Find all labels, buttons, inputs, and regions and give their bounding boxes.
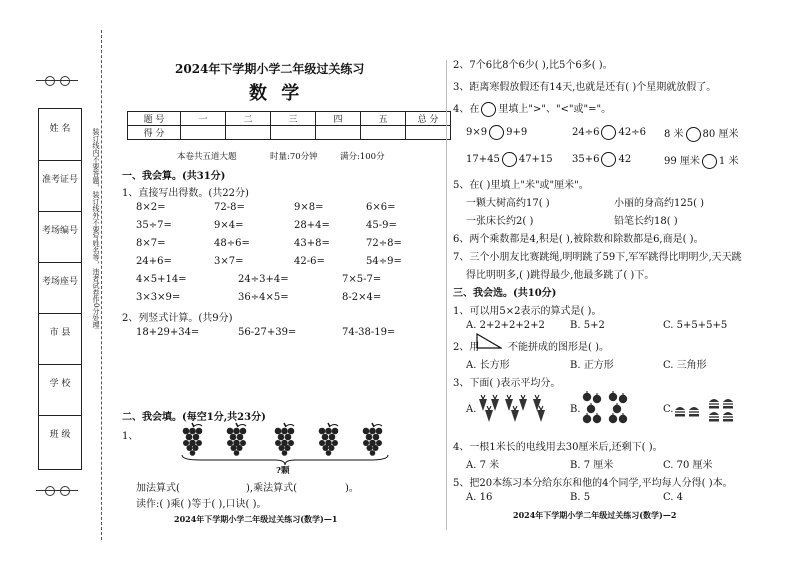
- math-item: 4×5+14=: [136, 274, 187, 285]
- exam-info: 本卷共五道大题: [177, 152, 237, 162]
- choice-option[interactable]: A. 16: [466, 492, 493, 503]
- fill-line-text: 读作:( )乘( )等于( ),口诀( )。: [136, 499, 267, 510]
- apples-group: [582, 390, 630, 424]
- grape-bunch-icon: [363, 423, 383, 456]
- compare-circle[interactable]: [502, 152, 517, 167]
- binding-ring-icon: [45, 76, 55, 86]
- carrot-icon: [519, 395, 527, 411]
- question-number: 1、: [122, 431, 139, 442]
- apple-icon: [613, 403, 621, 413]
- binding-line: [36, 80, 78, 81]
- info-label-name: 姓 名: [49, 124, 71, 134]
- grape-bunch-icon: [319, 423, 339, 456]
- info-label-seat-no: 考场座号: [41, 277, 78, 287]
- grape-bunch-icon: [275, 423, 295, 456]
- choice-option[interactable]: A. 2+2+2+2+2: [466, 320, 545, 331]
- question-text: 一张床长约2( ): [466, 216, 534, 227]
- section-title: 一、我会算。(共31分): [122, 171, 226, 182]
- binding-ring-icon: [45, 486, 55, 496]
- page-footer: 2024年下学期小学二年级过关练习(数学)—1: [174, 514, 338, 524]
- subject-title: 数 学: [249, 83, 304, 104]
- binding-warning: 装订线内不要答题，装订线外不要写姓名等，违者试卷作0分处理: [92, 128, 100, 329]
- apple-icon: [593, 413, 601, 423]
- blank-circle-icon: [481, 102, 496, 117]
- score-cell: 四: [316, 112, 361, 126]
- math-item: 3×3×9=: [136, 292, 181, 303]
- compare-circle[interactable]: [489, 125, 504, 140]
- burger-icon: [723, 412, 733, 422]
- math-item: 45-9=: [366, 220, 397, 231]
- math-item: 8-2×4=: [342, 292, 382, 303]
- exam-title: 2024年下学期小学二年级过关练习: [175, 62, 365, 76]
- compare-item: 35+6 42: [572, 154, 632, 165]
- student-info-box: [38, 108, 82, 470]
- math-item: 24÷3+4=: [238, 274, 289, 285]
- math-item: 7×5-7=: [342, 274, 382, 285]
- info-row: [39, 211, 81, 263]
- score-table-header-row: [128, 112, 451, 126]
- score-table: [127, 111, 451, 140]
- math-item: 6×6=: [366, 202, 396, 213]
- question-text: 2、用: [453, 342, 480, 353]
- score-table-score-row: [128, 126, 451, 140]
- question-text: 1、可以用5×2表示的算式是( )。: [453, 306, 602, 317]
- score-cell: 二: [226, 112, 271, 126]
- page-footer: 2024年下学期小学二年级过关练习(数学)—2: [513, 510, 677, 520]
- question-text: 7、三个小朋友比赛跳绳,明明跳了59下,军军跳得比明明少,天天跳: [453, 252, 742, 263]
- question-text: [453, 100, 611, 117]
- info-row: [39, 415, 81, 467]
- question-text-part: 4、在: [453, 104, 480, 115]
- binding-dashed-line: [101, 30, 102, 540]
- burger-icon: [709, 412, 719, 422]
- question-text: 2、7个6比8个6少( ),比5个6多( )。: [453, 60, 613, 71]
- carrot-icon: [511, 406, 519, 422]
- math-item: 42-6=: [294, 256, 325, 267]
- apple-icon: [619, 393, 627, 403]
- question-text: 3、距离寒假放假还有14天,也就是还有( )个星期就放假了。: [453, 82, 717, 93]
- vertical-calc-item: 18+29+34=: [136, 327, 200, 338]
- apple-icon: [609, 391, 617, 401]
- math-item: 8×7=: [136, 238, 166, 249]
- score-cell[interactable]: [361, 126, 406, 140]
- carrots-group: [478, 393, 548, 423]
- choice-option[interactable]: C. 5+5+5+5: [663, 320, 728, 331]
- math-item: 43+8=: [294, 238, 330, 249]
- vertical-calc-item: 74-38-19=: [342, 327, 396, 338]
- question-text: 6、两个乘数都是4,积是( ),被除数和除数都是6,商是( )。: [453, 234, 704, 245]
- exam-time: 时量:70分钟: [270, 152, 318, 162]
- choice-option[interactable]: B.: [570, 404, 581, 415]
- info-row: [39, 160, 81, 212]
- score-cell: 三: [271, 112, 316, 126]
- fill-line-text: ),乘法算式(: [246, 483, 297, 494]
- question-text: 3、下面( )表示平均分。: [453, 378, 561, 389]
- burger-icon: [689, 407, 699, 417]
- score-cell[interactable]: [406, 126, 451, 140]
- choice-option[interactable]: C.: [663, 404, 674, 415]
- question-text: 铅笔长约18( ): [614, 216, 678, 227]
- math-item: 28+4=: [294, 220, 330, 231]
- math-item: 24+6=: [136, 256, 172, 267]
- choice-option[interactable]: C. 4: [663, 492, 684, 503]
- compare-item: 24÷6 42÷6: [572, 127, 646, 138]
- score-cell[interactable]: [181, 126, 226, 140]
- info-label-school: 学 校: [49, 379, 71, 389]
- grape-bunch-icon: [227, 423, 247, 456]
- fill-line-text: )。: [345, 483, 359, 494]
- math-item: 48÷6=: [214, 238, 250, 249]
- math-item: 8×2=: [136, 202, 166, 213]
- choice-option[interactable]: B. 7 厘米: [570, 460, 614, 471]
- info-label-class: 班 级: [49, 430, 71, 440]
- right-triangle-icon: [476, 333, 502, 349]
- compare-item: 8 米 80 厘米: [664, 129, 739, 140]
- question-text: 不能拼成的图形是( )。: [508, 342, 609, 353]
- choice-option[interactable]: A.: [466, 404, 477, 415]
- compare-item: 17+45 47+15: [466, 154, 553, 165]
- math-item: 72-8=: [214, 202, 245, 213]
- apple-icon: [593, 393, 601, 403]
- choice-option[interactable]: B. 5+2: [570, 320, 605, 331]
- info-row: [39, 109, 81, 161]
- score-cell[interactable]: [226, 126, 271, 140]
- carrot-icon: [537, 406, 545, 422]
- compare-circle[interactable]: [702, 154, 717, 169]
- compare-circle[interactable]: [601, 152, 616, 167]
- question-title: 2、列竖式计算。(共9分): [122, 313, 233, 324]
- exam-full-marks: 满分:100分: [340, 152, 385, 162]
- burger-icon: [675, 407, 685, 417]
- binding-line: [36, 490, 78, 491]
- choice-option[interactable]: A. 7 米: [466, 460, 500, 471]
- carrot-icon: [505, 395, 513, 411]
- binding-ring-icon: [60, 76, 70, 86]
- choice-option[interactable]: C. 三角形: [663, 360, 707, 371]
- compare-item: 99 厘米 1 米: [664, 156, 739, 167]
- burger-icon: [723, 399, 733, 409]
- question-text: 一颗大树高约17( ): [466, 198, 550, 209]
- score-cell: 题 号: [128, 112, 181, 126]
- info-label-room-no: 考场编号: [41, 226, 78, 236]
- question-text: 4、一根1米长的电线用去30厘米后,还剩下( )。: [453, 442, 663, 453]
- info-label-city: 市 县: [49, 328, 71, 338]
- burger-icon: [709, 399, 719, 409]
- score-cell: 得 分: [128, 126, 181, 140]
- grape-bunch-icon: [183, 423, 203, 456]
- apple-icon: [609, 413, 617, 423]
- question-title: 1、直接写出得数。(共22分): [122, 188, 249, 199]
- math-item: 9×8=: [294, 202, 324, 213]
- question-text: 得比明明多,( )跳得最少,他最多跳了( )下。: [466, 270, 655, 281]
- choice-option[interactable]: B. 正方形: [570, 360, 614, 371]
- apple-icon: [587, 403, 595, 413]
- binding-ring-icon: [60, 486, 70, 496]
- apple-icon: [583, 391, 591, 401]
- choice-option[interactable]: C. 70 厘米: [663, 460, 713, 471]
- math-item: 9×4=: [214, 220, 244, 231]
- section-title: 三、我会选。(共10分): [453, 288, 557, 299]
- question-text: 5、把20本练习本分给东东和他的4个同学,平均每人分得( )本。: [453, 478, 733, 489]
- carrot-icon: [479, 395, 487, 411]
- math-item: 35÷7=: [136, 220, 172, 231]
- info-label-exam-id: 准考证号: [41, 175, 78, 185]
- info-row: [39, 313, 81, 365]
- page-divider: [446, 60, 447, 530]
- section-title: 二、我会填。(每空1分,共23分): [122, 412, 266, 423]
- brace-label: ?颗: [276, 466, 290, 476]
- vertical-calc-item: 56-27+39=: [238, 327, 297, 338]
- carrot-icon: [491, 395, 499, 411]
- question-text: 5、在( )里填上"米"或"厘米"。: [453, 180, 589, 191]
- choice-option[interactable]: B. 5: [570, 492, 591, 503]
- question-text-part: 里填上">"、"<"或"="。: [498, 104, 612, 115]
- math-item: 54÷9=: [366, 256, 402, 267]
- burgers-group: [674, 397, 744, 423]
- compare-item: 9×9 9+9: [466, 127, 528, 138]
- math-item: 36÷4×5=: [238, 292, 289, 303]
- math-item: 3×7=: [214, 256, 244, 267]
- compare-circle[interactable]: [601, 125, 616, 140]
- apple-icon: [583, 413, 591, 423]
- score-cell: 总 分: [406, 112, 451, 126]
- math-item: 72÷8=: [366, 238, 402, 249]
- apple-icon: [619, 413, 627, 423]
- compare-circle[interactable]: [686, 127, 701, 142]
- question-text: 小丽的身高约125( ): [614, 198, 705, 209]
- score-cell: 五: [361, 112, 406, 126]
- info-row: [39, 364, 81, 416]
- fill-line-text: 加法算式(: [136, 483, 180, 494]
- score-cell[interactable]: [271, 126, 316, 140]
- score-cell: 一: [181, 112, 226, 126]
- choice-option[interactable]: A. 长方形: [466, 360, 510, 371]
- carrot-icon: [485, 406, 493, 422]
- info-row: [39, 262, 81, 314]
- score-cell[interactable]: [316, 126, 361, 140]
